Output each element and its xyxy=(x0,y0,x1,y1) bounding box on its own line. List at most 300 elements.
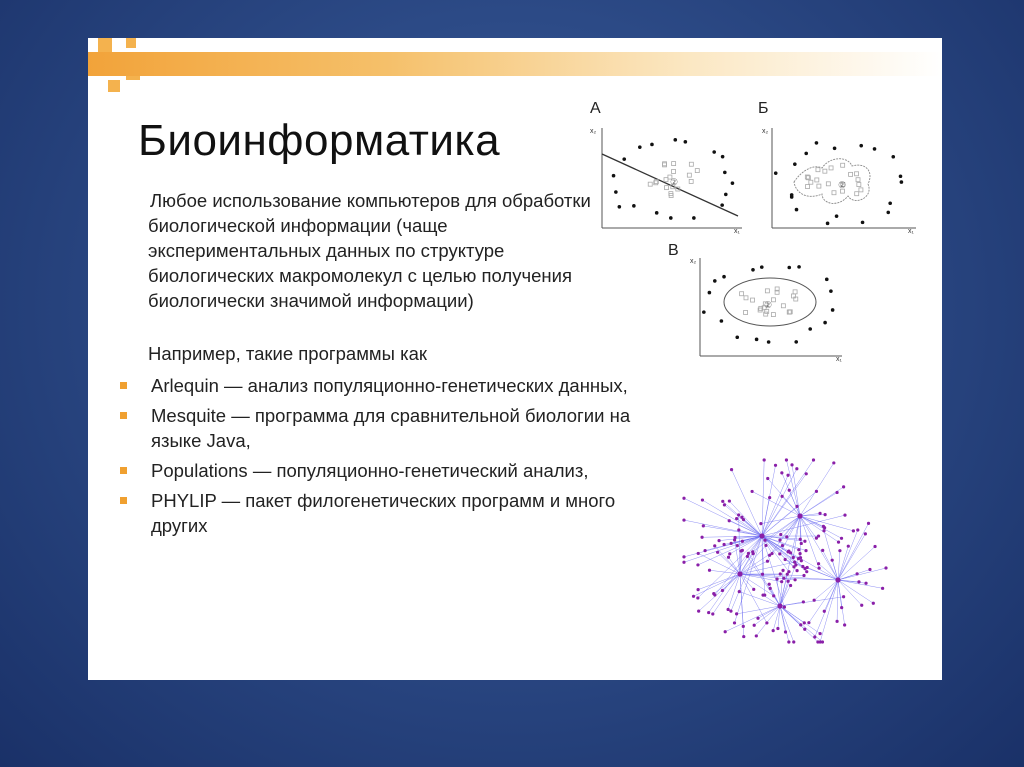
network-node xyxy=(798,552,801,555)
network-node xyxy=(856,528,859,531)
network-node xyxy=(786,474,789,477)
network-node xyxy=(795,569,798,572)
scatter-point xyxy=(655,211,659,215)
header-accent-bar xyxy=(88,52,942,76)
network-edge xyxy=(709,570,740,574)
network-node xyxy=(779,572,782,575)
square-bullet-icon xyxy=(120,382,127,389)
network-hub xyxy=(797,513,802,518)
network-node xyxy=(738,590,741,593)
network-node xyxy=(772,629,775,632)
network-edge xyxy=(800,516,842,538)
network-edge xyxy=(780,606,794,642)
network-node xyxy=(805,472,808,475)
cluster-label: ② xyxy=(838,180,847,190)
network-node xyxy=(756,617,759,620)
network-node xyxy=(721,500,724,503)
network-node xyxy=(881,587,884,590)
network-node xyxy=(790,463,793,466)
program-list xyxy=(116,373,676,543)
network-edge xyxy=(732,470,762,536)
network-node xyxy=(742,625,745,628)
network-node xyxy=(868,568,871,571)
cluster-point xyxy=(744,310,748,314)
scatter-point xyxy=(815,141,819,145)
network-node xyxy=(741,540,744,543)
network-node xyxy=(804,549,807,552)
network-node xyxy=(821,549,824,552)
cluster-label: ② xyxy=(670,177,679,187)
network-node xyxy=(730,542,733,545)
scatter-point xyxy=(713,279,717,283)
scatter-plot-b xyxy=(756,100,926,240)
scatter-point xyxy=(723,171,727,175)
scatter-point xyxy=(735,335,739,339)
scatter-panel-b xyxy=(756,100,926,240)
scatter-point xyxy=(787,266,791,270)
cluster-point xyxy=(856,178,860,182)
scatter-point xyxy=(702,310,706,314)
network-node xyxy=(766,477,769,480)
network-node xyxy=(774,464,777,467)
cluster-point xyxy=(816,168,820,172)
network-node xyxy=(840,537,843,540)
scatter-plot-c xyxy=(650,238,850,368)
cluster-point xyxy=(823,169,827,173)
network-edge xyxy=(762,465,776,536)
network-edge xyxy=(740,546,782,574)
network-node xyxy=(842,485,845,488)
scatter-point xyxy=(673,138,677,142)
x-axis-label: x₁ xyxy=(836,356,842,363)
network-node xyxy=(772,594,775,597)
network-edge xyxy=(838,534,865,580)
network-node xyxy=(857,580,860,583)
network-node xyxy=(781,544,784,547)
network-node xyxy=(682,561,685,564)
network-node xyxy=(795,467,798,470)
scatter-point xyxy=(622,157,626,161)
cluster-point xyxy=(832,191,836,195)
network-edge xyxy=(838,568,886,580)
network-node xyxy=(716,551,719,554)
network-node xyxy=(816,640,819,643)
cluster-point xyxy=(826,182,830,186)
network-node xyxy=(855,572,858,575)
network-node xyxy=(817,567,820,570)
list-item xyxy=(116,488,676,538)
network-node xyxy=(815,537,818,540)
network-node xyxy=(781,569,784,572)
cluster-point xyxy=(781,304,785,308)
network-node xyxy=(817,562,820,565)
network-node xyxy=(708,569,711,572)
network-node xyxy=(697,588,700,591)
network-node xyxy=(784,558,787,561)
network-node xyxy=(727,608,730,611)
cluster-point xyxy=(855,172,859,176)
square-bullet-icon xyxy=(120,412,127,419)
network-node xyxy=(824,513,827,516)
scatter-point xyxy=(650,143,654,147)
network-node xyxy=(763,458,766,461)
panel-c-label: В xyxy=(668,242,679,259)
scatter-point xyxy=(826,222,830,226)
scatter-point xyxy=(888,201,892,205)
network-node xyxy=(717,539,720,542)
cluster-point xyxy=(744,296,748,300)
definition-text: Любое использование компьютеров для обработки биологической информации (чаще экспериментальных данных по структуре биологических макромолекул с целью получения биологически значимой информации) xyxy=(148,190,591,311)
cluster-point xyxy=(765,289,769,293)
network-edge xyxy=(684,498,762,536)
network-hub xyxy=(759,533,764,538)
scatter-point xyxy=(794,340,798,344)
network-node xyxy=(682,555,685,558)
definition-paragraph xyxy=(148,188,618,313)
network-node xyxy=(692,595,695,598)
scatter-point xyxy=(724,193,728,197)
network-node xyxy=(728,552,731,555)
network-node xyxy=(785,458,788,461)
network-node xyxy=(864,532,867,535)
cluster-point xyxy=(859,188,863,192)
network-node xyxy=(783,606,786,609)
cluster-point xyxy=(687,173,691,177)
network-edge xyxy=(762,460,764,536)
network-node xyxy=(761,573,764,576)
network-node xyxy=(752,588,755,591)
scatter-point xyxy=(767,340,771,344)
network-node xyxy=(802,574,805,577)
network-node xyxy=(784,630,787,633)
network-node xyxy=(800,559,803,562)
network-node xyxy=(884,566,887,569)
network-node xyxy=(819,632,822,635)
network-node xyxy=(753,624,756,627)
network-node xyxy=(700,536,703,539)
scatter-point xyxy=(760,265,764,269)
network-node xyxy=(788,489,791,492)
network-edge xyxy=(747,556,780,606)
scatter-point xyxy=(873,147,877,151)
network-node xyxy=(727,556,730,559)
network-node xyxy=(696,563,699,566)
scatter-point xyxy=(731,181,735,185)
network-node xyxy=(723,503,726,506)
network-node xyxy=(768,496,771,499)
network-node xyxy=(769,587,772,590)
network-edge xyxy=(718,552,740,574)
network-node xyxy=(730,468,733,471)
network-node xyxy=(799,538,802,541)
cluster-point xyxy=(664,178,668,182)
network-node xyxy=(813,635,816,638)
scatter-point xyxy=(859,144,863,148)
network-edge xyxy=(714,574,740,594)
network-node xyxy=(735,612,738,615)
scatter-point xyxy=(632,204,636,208)
cluster-point xyxy=(793,290,797,294)
network-graph xyxy=(680,456,890,646)
network-node xyxy=(682,518,685,521)
network-node xyxy=(764,544,767,547)
scatter-point xyxy=(823,321,827,325)
network-node xyxy=(802,600,805,603)
network-node xyxy=(821,640,824,643)
panel-b-label: Б xyxy=(758,100,769,117)
scatter-point xyxy=(720,203,724,207)
cluster-point xyxy=(809,180,813,184)
network-node xyxy=(735,517,738,520)
network-node xyxy=(733,621,736,624)
network-edge xyxy=(780,597,844,606)
network-edge xyxy=(800,516,816,538)
network-edge xyxy=(800,516,838,580)
network-node xyxy=(712,592,715,595)
cluster-point xyxy=(805,185,809,189)
network-node xyxy=(768,583,771,586)
cluster-point xyxy=(817,184,821,188)
scatter-point xyxy=(833,146,837,150)
scatter-point xyxy=(899,174,903,178)
cluster-point xyxy=(663,162,667,166)
network-node xyxy=(803,621,806,624)
cluster-point xyxy=(829,166,833,170)
network-node xyxy=(867,522,870,525)
cluster-point xyxy=(665,186,669,190)
network-edge xyxy=(824,580,838,611)
network-node xyxy=(763,539,766,542)
scatter-point xyxy=(638,145,642,149)
network-node xyxy=(838,549,841,552)
cluster-label: ② xyxy=(764,300,773,310)
network-node xyxy=(805,570,808,573)
network-node xyxy=(794,563,797,566)
network-node xyxy=(847,545,850,548)
network-node xyxy=(711,612,714,615)
scatter-point xyxy=(900,180,904,184)
network-node xyxy=(806,566,809,569)
square-bullet-icon xyxy=(120,497,127,504)
cluster-point xyxy=(672,162,676,166)
list-item-text: Arlequin — анализ популяционно-генетических данных, xyxy=(151,375,628,396)
network-node xyxy=(747,552,750,555)
network-node xyxy=(831,559,834,562)
square-bullet-icon xyxy=(120,467,127,474)
network-node xyxy=(751,550,754,553)
slide-title: Биоинформатика xyxy=(138,116,501,165)
network-node xyxy=(722,543,725,546)
network-node xyxy=(742,635,745,638)
network-node xyxy=(840,606,843,609)
cluster-point xyxy=(663,163,667,167)
scatter-point xyxy=(612,174,616,178)
network-node xyxy=(682,497,685,500)
network-node xyxy=(800,542,803,545)
network-node xyxy=(786,573,789,576)
scatter-point xyxy=(720,319,724,323)
network-node xyxy=(823,610,826,613)
network-node xyxy=(852,529,855,532)
scatter-point xyxy=(891,155,895,159)
scatter-point xyxy=(861,221,865,225)
cluster-point xyxy=(740,292,744,296)
network-node xyxy=(751,490,754,493)
scatter-panel-c xyxy=(650,238,850,368)
network-node xyxy=(860,604,863,607)
network-node xyxy=(792,640,795,643)
network-node xyxy=(837,540,840,543)
scatter-point xyxy=(808,327,812,331)
y-axis-label: x₂ xyxy=(590,128,597,135)
network-hub xyxy=(737,571,742,576)
scatter-point xyxy=(886,211,890,215)
network-edge xyxy=(752,491,800,516)
network-node xyxy=(797,548,800,551)
y-axis-label: x₂ xyxy=(762,128,769,135)
scatter-point xyxy=(825,278,829,282)
network-edge xyxy=(800,516,823,526)
network-node xyxy=(793,578,796,581)
network-node xyxy=(842,595,845,598)
cluster-point xyxy=(689,179,693,183)
network-node xyxy=(780,580,783,583)
network-node xyxy=(697,552,700,555)
y-axis-label: x₂ xyxy=(690,258,697,265)
network-node xyxy=(843,514,846,517)
network-edge xyxy=(713,574,740,614)
network-node xyxy=(795,505,798,508)
network-node xyxy=(793,561,796,564)
network-node xyxy=(737,513,740,516)
slide xyxy=(88,38,942,680)
network-edge xyxy=(838,580,842,608)
scatter-point xyxy=(618,205,622,209)
scatter-point xyxy=(774,171,778,175)
cluster-point xyxy=(857,183,861,187)
scatter-point xyxy=(684,140,688,144)
network-edge xyxy=(800,516,839,542)
cluster-point xyxy=(695,169,699,173)
network-node xyxy=(786,580,789,583)
scatter-point xyxy=(829,289,833,293)
scatter-point xyxy=(614,190,618,194)
scatter-point xyxy=(795,208,799,212)
network-node xyxy=(728,519,731,522)
network-node xyxy=(799,623,802,626)
scatter-plot-a xyxy=(588,100,748,240)
network-graph-image xyxy=(680,456,890,646)
network-node xyxy=(765,621,768,624)
list-item-text: Mesquite — программа для сравнительной биологии на языке Java, xyxy=(151,405,631,451)
network-node xyxy=(741,549,744,552)
network-node xyxy=(755,634,758,637)
network-node xyxy=(766,560,769,563)
cluster-point xyxy=(689,162,693,166)
network-node xyxy=(742,518,745,521)
network-node xyxy=(815,490,818,493)
network-node xyxy=(729,610,732,613)
network-edge xyxy=(729,501,762,536)
network-node xyxy=(778,538,781,541)
network-node xyxy=(818,512,821,515)
network-node xyxy=(864,582,867,585)
network-edge xyxy=(800,516,853,531)
cluster-point xyxy=(841,163,845,167)
network-node xyxy=(873,545,876,548)
scatter-point xyxy=(835,214,839,218)
scatter-point xyxy=(831,308,835,312)
network-edge xyxy=(781,516,800,534)
cluster-point xyxy=(672,169,676,173)
network-node xyxy=(822,529,825,532)
network-node xyxy=(775,577,778,580)
network-node xyxy=(813,599,816,602)
network-edge xyxy=(725,606,780,632)
network-node xyxy=(803,628,806,631)
network-node xyxy=(787,640,790,643)
scatter-point xyxy=(692,216,696,220)
network-node xyxy=(812,458,815,461)
cluster-point xyxy=(849,172,853,176)
network-node xyxy=(776,627,779,630)
network-edge xyxy=(807,567,838,580)
network-edge xyxy=(838,580,859,582)
network-node xyxy=(761,593,764,596)
network-edge xyxy=(780,606,801,625)
scatter-point xyxy=(669,216,673,220)
panel-a-label: А xyxy=(590,100,601,117)
scatter-point xyxy=(751,268,755,272)
network-node xyxy=(785,535,788,538)
list-item-text: PHYLIP — пакет филогенетических программ и много других xyxy=(151,490,616,536)
network-node xyxy=(792,556,795,559)
scatter-point xyxy=(797,265,801,269)
network-node xyxy=(746,555,749,558)
network-node xyxy=(807,621,810,624)
scatter-point xyxy=(755,338,759,342)
network-edge xyxy=(698,574,740,590)
network-node xyxy=(789,551,792,554)
network-node xyxy=(697,610,700,613)
network-node xyxy=(782,577,785,580)
network-node xyxy=(835,491,838,494)
network-edge xyxy=(762,536,805,569)
network-node xyxy=(737,528,740,531)
network-node xyxy=(724,630,727,633)
scatter-point xyxy=(712,150,716,154)
network-node xyxy=(721,589,724,592)
network-node xyxy=(713,544,716,547)
scatter-point xyxy=(793,162,797,166)
network-edge xyxy=(800,463,834,516)
network-node xyxy=(703,549,706,552)
network-edge xyxy=(698,553,740,574)
list-item xyxy=(116,458,676,483)
network-edge xyxy=(837,580,838,621)
cluster-point xyxy=(855,192,859,196)
network-node xyxy=(768,554,771,557)
network-node xyxy=(822,525,825,528)
scatter-panel-a xyxy=(588,100,748,240)
examples-intro: Например, такие программы как xyxy=(148,343,427,364)
network-node xyxy=(736,544,739,547)
cluster-point xyxy=(648,182,652,186)
network-node xyxy=(733,538,736,541)
network-node xyxy=(778,552,781,555)
network-node xyxy=(843,623,846,626)
network-node xyxy=(781,495,784,498)
